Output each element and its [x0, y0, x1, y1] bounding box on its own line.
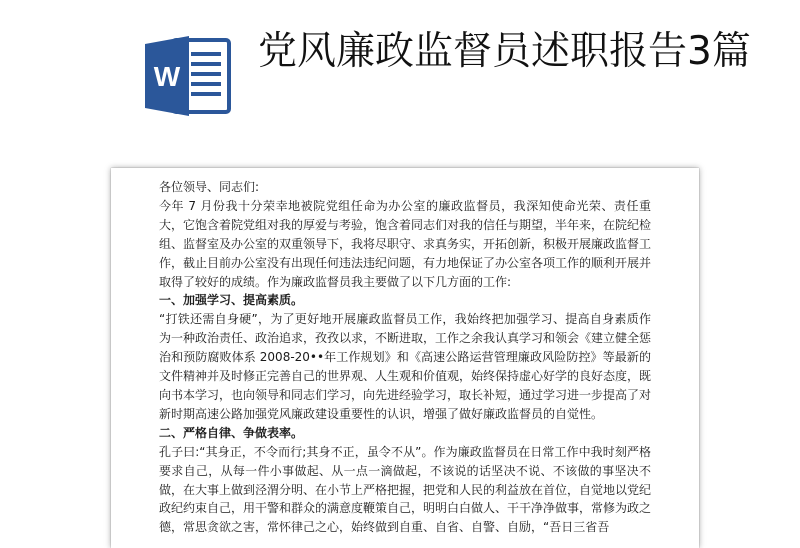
page-title: 党风廉政监督员述职报告3篇 — [258, 29, 751, 74]
section-heading: 一、加强学习、提高素质。 — [159, 293, 304, 308]
header — [0, 0, 800, 160]
section-heading: 二、严格自律、争做表率。 — [159, 425, 304, 440]
paragraph: “打铁还需自身硬”，为了更好地开展廉政监督员工作，我始终把加强学习、提高自身素质作为一种政治责任、政治追求，孜孜以求，不断进取，工作之余我认真学习和领会《建立健全惩治和预防腐败体系 2008-20••年工作规划》和《高速公路运营管理廉政风险防控》等最新的文件精神并及时修正完善自己的世界观、人生观和价值观，始终保持虚心好学的良好态度，既向书本学习，也向领导和同志们学习，向先进经验学习，取长补短，通过学习进一步提高了对新时期高速公路加强党风廉政建设重要性的认识，增强了做好廉政监督员的自觉性。 — [159, 312, 652, 421]
paragraph: 今年 7 月份我十分荣幸地被院党组任命为办公室的廉政监督员，我深知使命光荣、责任重大，它饱含着院党组对我的厚爱与考验，饱含着同志们对我的信任与期望，半年来，在院纪检组、监督室及办公室的双重领导下，我将尽职守、求真务实，开拓创新，积极开展廉政监督工作，截止目前办公室没有出现任何违法违纪问题，有力地保证了办公室各项工作的顺利开展并取得了较好的成绩。作为廉政监督员我主要做了以下几方面的工作: — [159, 198, 652, 289]
word-document-icon — [143, 34, 231, 118]
greeting: 各位领导、同志们: — [159, 180, 260, 194]
document-page — [111, 168, 699, 548]
document-body — [159, 178, 651, 537]
word-icon-letter: W — [153, 61, 181, 92]
paragraph: 孔子曰:“其身正，不令而行;其身不正，虽令不从”。作为廉政监督员在日常工作中我时刻严格要求自己，从每一件小事做起、从一点一滴做起，不该说的话坚决不说、不该做的事坚决不做，在大事上做到泾渭分明、在小节上严格把握，把党和人民的利益放在首位，自觉地以党纪政纪约束自己，用干警和群众的满意度鞭策自己，明明白白做人、干干净净做事，常修为政之德，常思贪欲之害，常怀律己之心，始终做到自重、自省、自警、自励，“吾日三省吾 — [159, 444, 652, 535]
